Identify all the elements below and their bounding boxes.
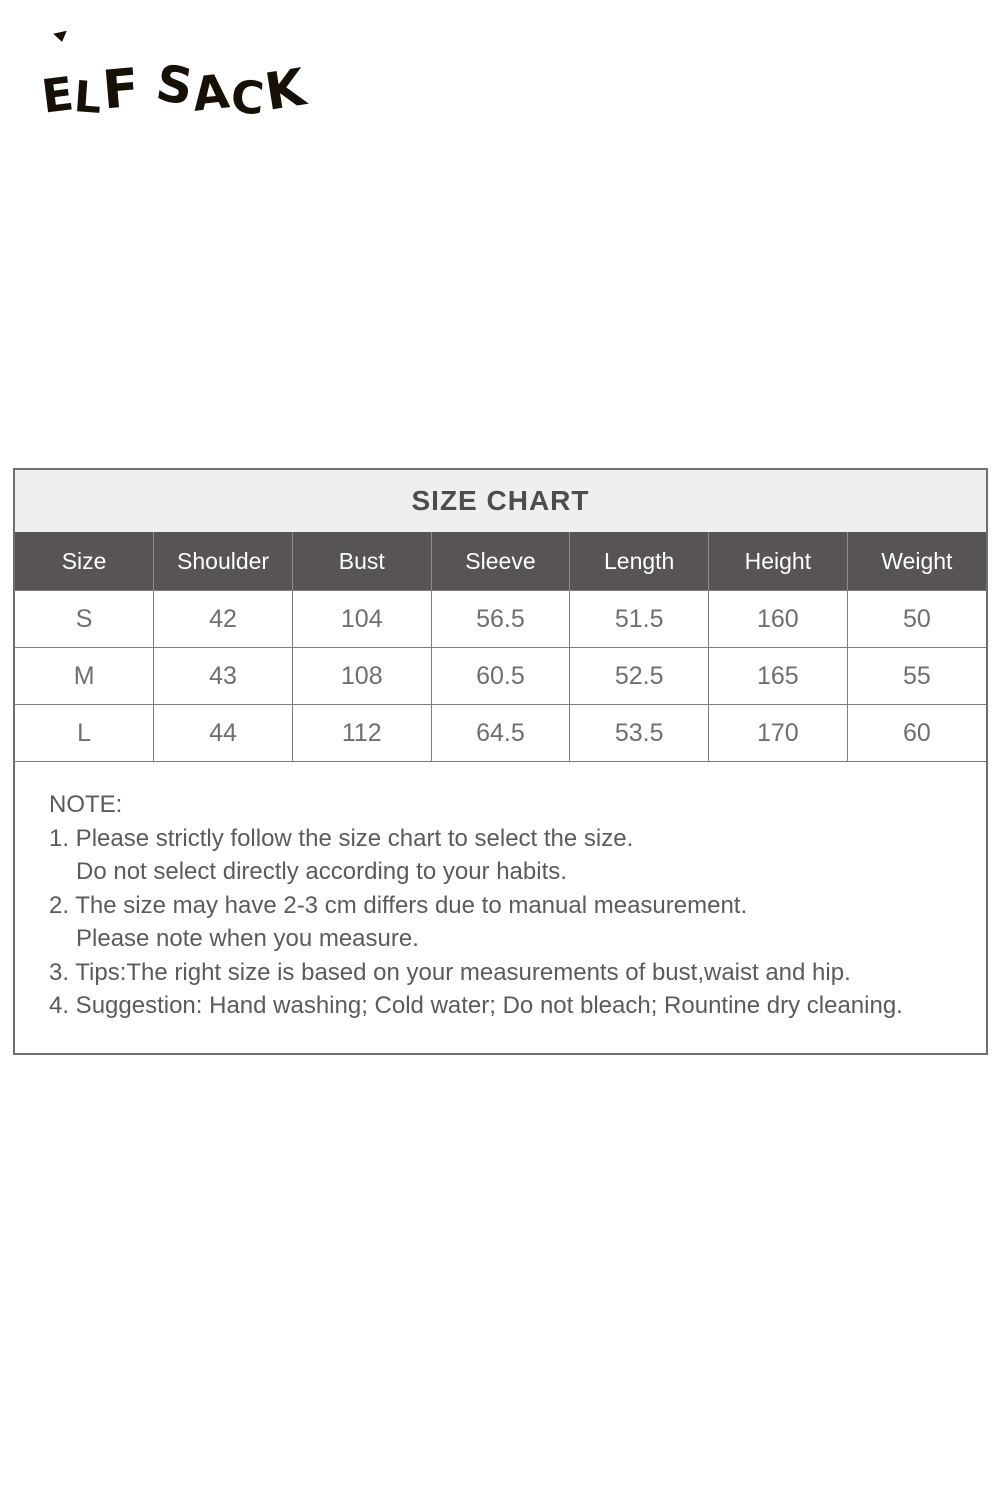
table-cell: 51.5 [570, 591, 709, 648]
note-line-1: 1. Please strictly follow the size chart to select the size. [49, 824, 634, 852]
table-cell: 42 [154, 591, 293, 648]
table-cell: 53.5 [570, 705, 709, 762]
column-header-bust: Bust [292, 532, 431, 591]
table-cell: 112 [292, 705, 431, 762]
table-cell: L [15, 705, 154, 762]
logo-letter: E [38, 66, 77, 124]
table-row-size-l [15, 705, 986, 762]
note-line-2: 2. The size may have 2-3 cm differs due to manual measurement. [49, 891, 748, 919]
table-cell: 170 [709, 705, 848, 762]
column-header-sleeve: Sleeve [431, 532, 570, 591]
table-cell: 52.5 [570, 648, 709, 705]
table-cell: 108 [292, 648, 431, 705]
size-chart-panel [13, 468, 988, 1055]
brand-logo [38, 48, 310, 126]
table-cell: 165 [709, 648, 848, 705]
column-header-weight: Weight [847, 532, 986, 591]
note-line-1-continued: Do not select directly according to your habits. [76, 858, 567, 885]
table-cell: 56.5 [431, 591, 570, 648]
column-header-size: Size [15, 532, 154, 591]
table-cell: 160 [709, 591, 848, 648]
column-header-shoulder: Shoulder [154, 532, 293, 591]
column-header-height: Height [709, 532, 848, 591]
note-line-3: 3. Tips:The right size is based on your measurements of bust,waist and hip. [49, 958, 851, 986]
table-cell: 104 [292, 591, 431, 648]
column-header-length: Length [570, 532, 709, 591]
table-cell: 60.5 [431, 648, 570, 705]
table-row-size-s [15, 591, 986, 648]
note-line-4: 4. Suggestion: Hand washing; Cold water; Do not bleach; Rountine dry cleaning. [49, 992, 903, 1019]
logo-letter: S [152, 53, 197, 117]
table-cell: 43 [154, 648, 293, 705]
table-cell: 44 [154, 705, 293, 762]
logo-letter: L [72, 72, 104, 124]
logo-letter: A [189, 64, 232, 123]
logo-letter: K [261, 58, 310, 123]
note-line-2-continued: Please note when you measure. [76, 925, 419, 952]
size-table-header-row [15, 532, 986, 591]
logo-letter: F [99, 57, 142, 122]
note-heading: NOTE: [49, 791, 123, 818]
table-cell: M [15, 648, 154, 705]
table-cell: 50 [847, 591, 986, 648]
table-cell: 60 [847, 705, 986, 762]
table-cell: 64.5 [431, 705, 570, 762]
logo-accent-mark [53, 31, 69, 44]
size-chart-title: SIZE CHART [15, 470, 986, 532]
size-table [15, 532, 986, 762]
table-row-size-m [15, 648, 986, 705]
table-cell: 55 [847, 648, 986, 705]
logo-letter: C [229, 69, 267, 126]
note-section [15, 762, 986, 1053]
table-cell: S [15, 591, 154, 648]
